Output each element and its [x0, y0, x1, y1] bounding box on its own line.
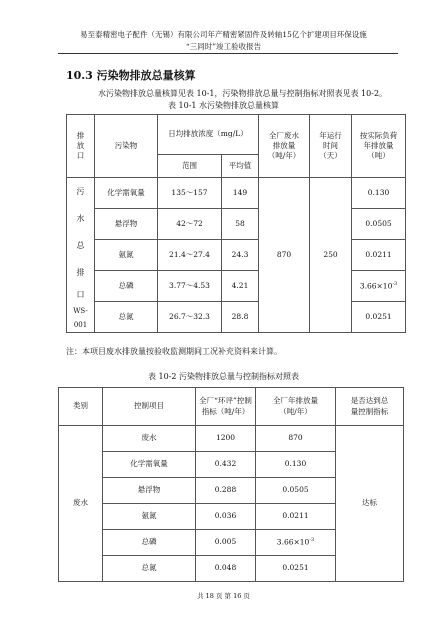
header-rule [58, 53, 398, 54]
epa-cell: 0.432 [196, 452, 256, 478]
section-title: 10.3 污染物排放总量核算 [66, 69, 196, 82]
avg-cell: 28.8 [222, 302, 259, 333]
table1-caption: 表 10-1 水污染物排放总量核算 [167, 101, 280, 110]
actual-cell: 0.0505 [256, 478, 336, 504]
col-conc-header: 日均排放浓度（mg/L） [158, 115, 259, 155]
actual-cell: 0.0251 [256, 556, 336, 582]
pollutant-cell: 悬浮物 [95, 209, 158, 240]
epa-cell: 0.048 [196, 556, 256, 582]
col-range-header: 范围 [158, 155, 222, 178]
category-cell: 废水 [59, 426, 103, 582]
actual-cell: 870 [256, 426, 336, 452]
epa-cell: 0.288 [196, 478, 256, 504]
table-row [59, 426, 404, 452]
avg-cell: 24.3 [222, 240, 259, 271]
item-cell: 化学需氧量 [103, 452, 196, 478]
avg-cell: 58 [222, 209, 259, 240]
table2-caption: 表 10-2 污染物排放总量与控制指标对照表 [147, 372, 300, 381]
avg-cell: 149 [222, 178, 259, 209]
table-row [67, 302, 406, 333]
epa-cell: 0.005 [196, 530, 256, 556]
col-item-header: 控制项目 [103, 388, 196, 426]
item-cell: 氨氮 [103, 504, 196, 530]
load-cell: $3.66\times 10^{-3}$ [352, 271, 406, 302]
load-cell: 0.0211 [352, 240, 406, 271]
epa-cell: 0.036 [196, 504, 256, 530]
intro-paragraph: 水污染物排放总量核算见表 10-1，污染物排放总量与控制指标对照表见表 10-2。 [98, 89, 388, 98]
col-actual-header: 全厂年排放量 （吨/年） [256, 388, 336, 426]
load-cell: 0.130 [352, 178, 406, 209]
report-header-line2: “三同时”竣工验收报告 [185, 42, 262, 51]
days-cell: 250 [310, 178, 352, 333]
col-avg-header: 平均值 [222, 155, 259, 178]
actual-cell: 0.0211 [256, 504, 336, 530]
col-meet-header: 是否达到总 量控制指标 [336, 388, 404, 426]
pollutant-cell: 化学需氧量 [95, 178, 158, 209]
col-epa-header: 全厂“环评”控制 指标（吨/年） [196, 388, 256, 426]
actual-cell: 0.130 [256, 452, 336, 478]
table-10-1 [66, 114, 406, 333]
outlet-cell: 污 水 总 排 口 WS-001 [67, 178, 95, 333]
item-cell: 总磷 [103, 530, 196, 556]
epa-cell: 1200 [196, 426, 256, 452]
col-category-header: 类别 [59, 388, 103, 426]
pollutant-cell: 氨氮 [95, 240, 158, 271]
actual-cell: $3.66\times 10^{-3}$ [256, 530, 336, 556]
page-footer: 共 18 页 第 16 页 [197, 592, 250, 600]
col-outlet-header: 排 放 口 [67, 115, 95, 178]
table-10-2 [58, 387, 404, 582]
report-header-line1: 易至泰精密电子配件（无锡）有限公司年产精密紧固件及转轴15亿个扩建项目环保设施 [80, 30, 367, 39]
plant-cell: 870 [259, 178, 310, 333]
table-row [67, 209, 406, 240]
pollutant-cell: 总磷 [95, 271, 158, 302]
result-cell: 达标 [336, 426, 404, 582]
item-cell: 废水 [103, 426, 196, 452]
pollutant-cell: 总氮 [95, 302, 158, 333]
range-cell: 3.77～4.53 [158, 271, 222, 302]
table1-note: 注：本项目废水排放量按验收监测期间工况补充资料来计算。 [66, 347, 282, 356]
item-cell: 总氮 [103, 556, 196, 582]
table-row [67, 240, 406, 271]
load-cell: 0.0505 [352, 209, 406, 240]
table-row [67, 271, 406, 302]
range-cell: 135～157 [158, 178, 222, 209]
col-pollutant-header: 污染物 [95, 115, 158, 178]
range-cell: 42～72 [158, 209, 222, 240]
load-cell: 0.0251 [352, 302, 406, 333]
range-cell: 26.7～32.3 [158, 302, 222, 333]
avg-cell: 4.21 [222, 271, 259, 302]
table-row [67, 178, 406, 209]
col-days-header: 年运行 时间 （天） [310, 115, 352, 178]
col-plant-header: 全厂废水 排放量 （吨/年） [259, 115, 310, 178]
col-load-header: 按实际负荷 年排放量 （吨） [352, 115, 406, 178]
item-cell: 悬浮物 [103, 478, 196, 504]
range-cell: 21.4～27.4 [158, 240, 222, 271]
